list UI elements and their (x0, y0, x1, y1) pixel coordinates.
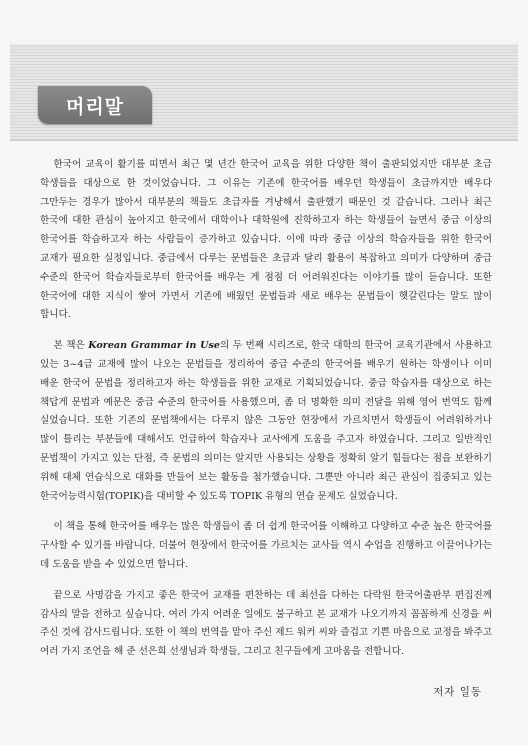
paragraph-3: 이 책을 통해 한국어를 배우는 많은 학생들이 좀 더 쉽게 한국어를 이해하고 다양하고 수준 높은 한국어를 구사할 수 있기를 바랍니다. 더불어 현장에서 한국어를 가르치는 교사들 역시 수업을 진행하고 이끌어나가는 데 도움을 받을 수 있었으면 합니다. (40, 521, 492, 570)
paragraph-2-pre: 본 책은 (53, 340, 89, 352)
title-box (38, 86, 152, 124)
author-signature: 저자 일동 (433, 686, 482, 698)
paragraph-1: 한국어 교육이 활기를 띠면서 최근 몇 년간 한국어 교육을 위한 다양한 책이 출판되었지만 대부분 초급 학생들을 대상으로 한 것이었습니다. 그 이유는 기존에 한국어를 배우던 학생들이 초급까지만 배우다 그만두는 경우가 많아서 대부분의 책들도 초급자를 겨냥해서 출판했기 때문인 것 같습니다. 그러나 최근 한국에 대한 관심이 높아지고 한국에서 대학이나 대학원에 진학하고자 하는 학생들이 늘면서 중급 이상의 한국어를 학습하고자 하는 사람들이 증가하고 있습니다. 이에 따라 중급 이상의 학습자들을 위한 한국어 교재가 필요한 실정입니다. 중급에서 다루는 문법들은 초급과 달리 활용이 복잡하고 의미가 다양하며 중급 수준의 한국어 학습자들로부터 한국어를 배우는 게 점점 더 어려워진다는 이야기를 많이 듣습니다. 또한 한국어에 대한 지식이 쌓여 가면서 기존에 배웠던 문법들과 새로 배우는 문법들이 헷갈린다는 말도 많이 합니다. (40, 159, 492, 321)
paragraph-2 (40, 337, 492, 506)
page-title: 머리말 (65, 95, 125, 118)
preface-body (40, 156, 492, 674)
paragraph-4: 끝으로 사명감을 가지고 좋은 한국어 교재를 편찬하는 데 최선을 다하는 다락원 한국어출판부 편집진께 감사의 말을 전하고 싶습니다. 여러 가지 어려운 일에도 불구하고 본 교재가 나오기까지 꼼꼼하게 신경을 써 주신 것에 감사드립니다. 또한 이 책의 번역을 맡아 주신 제드 워커 씨와 즐겁고 기쁜 마음으로 교정을 봐주고 여러 가지 조언을 해 준 선은희 선생님과 학생들, 그리고 친구들에게 고마움을 전합니다. (40, 589, 492, 658)
book-title: Korean Grammar in Use (88, 340, 220, 352)
paragraph-2-post: 의 두 번째 시리즈로, 한국 대학의 한국어 교육기관에서 사용하고 있는 3~4급 교재에 많이 나오는 문법들을 정리하여 중급 수준의 한국어를 배우기 원하는 학생이나 이미 배운 한국어 문법을 정리하고자 하는 학생들을 위한 교재로 기획되었습니다. 중급 학습자를 대상으로 하는 책답게 문법과 예문은 중급 수준의 한국어를 사용했으며, 좀 더 명확한 의미 전달을 위해 영어 번역도 함께 실었습니다. 또한 기존의 문법책에서는 다루지 않은 그동안 현장에서 가르치면서 학생들이 어려워하거나 많이 틀리는 부분들에 대해서도 언급하여 학습자나 교사에게 도움을 주고자 하였습니다. 그리고 일반적인 문법책이 가지고 있는 단점, 즉 문법의 의미는 알지만 사용되는 상황을 정확히 알기 힘들다는 점을 보완하기 위해 대체 연습식으로 대화를 만들어 보는 활동을 첨가했습니다. 그뿐만 아니라 최근 관심이 집중되고 있는 한국어능력시험(TOPIK)을 대비할 수 있도록 TOPIK 유형의 연습 문제도 실었습니다. (40, 340, 492, 502)
